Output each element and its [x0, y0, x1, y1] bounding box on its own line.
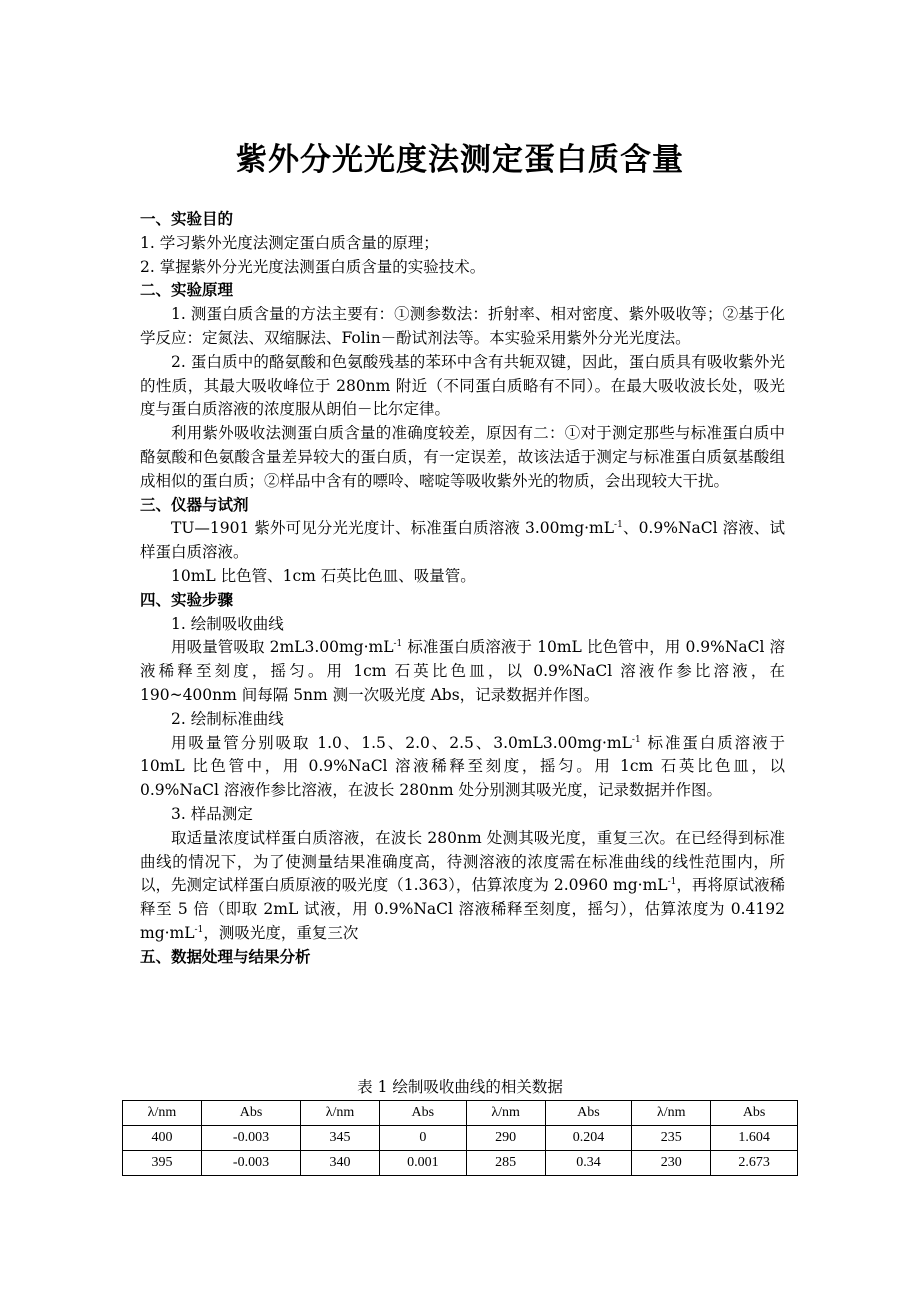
- step-1-text-b: 标准蛋白质溶液于 10mL 比色管中，用 0.9%NaCl 溶液稀释至刻度，摇匀。用 1cm 石英比色皿，以 0.9%NaCl 溶液作参比溶液，在 190~400nm 间每隔 5nm 测一次吸光度 Abs，记录数据并作图。: [140, 638, 785, 704]
- step-3-text-c: ，测吸光度，重复三次: [203, 923, 359, 942]
- table-header-cell: Abs: [711, 1101, 798, 1126]
- unit-superscript: -1: [393, 639, 403, 650]
- table-caption: 表 1 绘制吸收曲线的相关数据: [357, 1078, 563, 1096]
- step-1-paragraph: [140, 636, 785, 707]
- step-3-text-b: ，再将原试液稀释至 5 倍（即取 2mL 试液，用 0.9%NaCl 溶液稀释至刻度，摇匀），估算浓度为 0.4192 mg·mL: [140, 876, 785, 942]
- table-cell: 1.604: [711, 1126, 798, 1151]
- table-cell: -0.003: [201, 1151, 300, 1176]
- table-cell: 0: [379, 1126, 466, 1151]
- instruments-text-a: TU—1901 紫外可见分光光度计、标准蛋白质溶液 3.00mg·mL: [171, 519, 615, 538]
- table-cell: 235: [632, 1126, 711, 1151]
- step-3-paragraph: [140, 827, 785, 946]
- section-heading-analysis: 五、数据处理与结果分析: [140, 947, 311, 966]
- table-header-row: [123, 1101, 798, 1126]
- purpose-item-2: 2. 掌握紫外分光光度法测蛋白质含量的实验技术。: [140, 257, 486, 276]
- table-header-cell: λ/nm: [123, 1101, 202, 1126]
- table-cell: 285: [466, 1151, 545, 1176]
- step-2-text-a: 用吸量管分别吸取 1.0、1.5、2.0、2.5、3.0mL3.00mg·mL: [171, 733, 632, 752]
- step-1-title: 1. 绘制吸收曲线: [171, 614, 284, 633]
- table-cell: 340: [301, 1151, 380, 1176]
- instruments-paragraph-2: 10mL 比色管、1cm 石英比色皿、吸量管。: [171, 566, 476, 585]
- table-header-cell: λ/nm: [632, 1101, 711, 1126]
- step-3-text-a: 取适量浓度试样蛋白质溶液，在波长 280nm 处测其吸光度，重复三次。在已经得到标准曲线的情况下，为了使测量结果准确度高，待测溶液的浓度需在标准曲线的线性范围内，所以，先测定试样蛋白质原液的吸光度（1.363），估算浓度为 2.0960 mg·mL: [140, 828, 785, 895]
- table-row: [123, 1151, 798, 1176]
- principle-paragraph-2: 2. 蛋白质中的酪氨酸和色氨酸残基的苯环中含有共轭双键，因此，蛋白质具有吸收紫外光的性质，其最大吸收峰位于 280nm 附近（不同蛋白质略有不同）。在最大吸收波长处，吸光度与蛋白质溶液的浓度服从朗伯－比尔定律。: [140, 352, 785, 419]
- principle-paragraph-1: 1. 测蛋白质含量的方法主要有：①测参数法：折射率、相对密度、紫外吸收等；②基于化学反应：定氮法、双缩脲法、Folin－酚试剂法等。本实验采用紫外分光光度法。: [140, 305, 785, 347]
- table-header-cell: Abs: [201, 1101, 300, 1126]
- table-header-cell: λ/nm: [301, 1101, 380, 1126]
- unit-superscript: -1: [194, 924, 204, 935]
- table-cell: 0.34: [545, 1151, 632, 1176]
- step-2-paragraph: [140, 732, 785, 803]
- step-3-title: 3. 样品测定: [171, 804, 253, 823]
- table-row: [123, 1126, 798, 1151]
- section-heading-purpose: 一、实验目的: [140, 210, 234, 228]
- table-cell: -0.003: [201, 1126, 300, 1151]
- table-cell: 345: [301, 1126, 380, 1151]
- table-cell: 0.001: [379, 1151, 466, 1176]
- instruments-paragraph-1: [140, 517, 785, 565]
- table-cell: 290: [466, 1126, 545, 1151]
- table-cell: 2.673: [711, 1151, 798, 1176]
- purpose-item-1: 1. 学习紫外光度法测定蛋白质含量的原理；: [140, 233, 439, 252]
- unit-superscript: -1: [614, 520, 623, 531]
- document-body: [140, 208, 785, 970]
- principle-paragraph-3: 利用紫外吸收法测蛋白质含量的准确度较差，原因有二：①对于测定那些与标准蛋白质中酪氨酸和色氨酸含量差异较大的蛋白质，有一定误差，故该法适于测定与标准蛋白质氨基酸组成相似的蛋白质；②样品中含有的嘌呤、嘧啶等吸收紫外光的物质，会出现较大干扰。: [140, 424, 785, 490]
- table-cell: 400: [123, 1126, 202, 1151]
- table-cell: 230: [632, 1151, 711, 1176]
- document-title: 紫外分光光度法测定蛋白质含量: [236, 142, 684, 178]
- step-1-text-a: 用吸量管吸取 2mL3.00mg·mL: [171, 638, 394, 657]
- instruments-text-b: 、0.9%NaCl 溶液、试样蛋白质溶液。: [140, 519, 785, 562]
- section-heading-principle: 二、实验原理: [140, 281, 234, 300]
- unit-superscript: -1: [667, 877, 677, 888]
- table-header-cell: Abs: [545, 1101, 632, 1126]
- table-header-cell: λ/nm: [466, 1101, 545, 1126]
- table-cell: 0.204: [545, 1126, 632, 1151]
- section-heading-instruments: 三、仪器与试剂: [140, 495, 249, 514]
- table-cell: 395: [123, 1151, 202, 1176]
- absorption-data-table: [122, 1100, 798, 1176]
- table-header-cell: Abs: [379, 1101, 466, 1126]
- unit-superscript: -1: [631, 734, 641, 745]
- step-2-text-b: 标准蛋白质溶液于 10mL 比色管中，用 0.9%NaCl 溶液稀释至刻度，摇匀。用 1cm 石英比色皿，以 0.9%NaCl 溶液作参比溶液，在波长 280nm 处分别测其吸光度，记录数据并作图。: [140, 733, 785, 800]
- step-2-title: 2. 绘制标准曲线: [171, 709, 284, 728]
- section-heading-steps: 四、实验步骤: [140, 590, 234, 609]
